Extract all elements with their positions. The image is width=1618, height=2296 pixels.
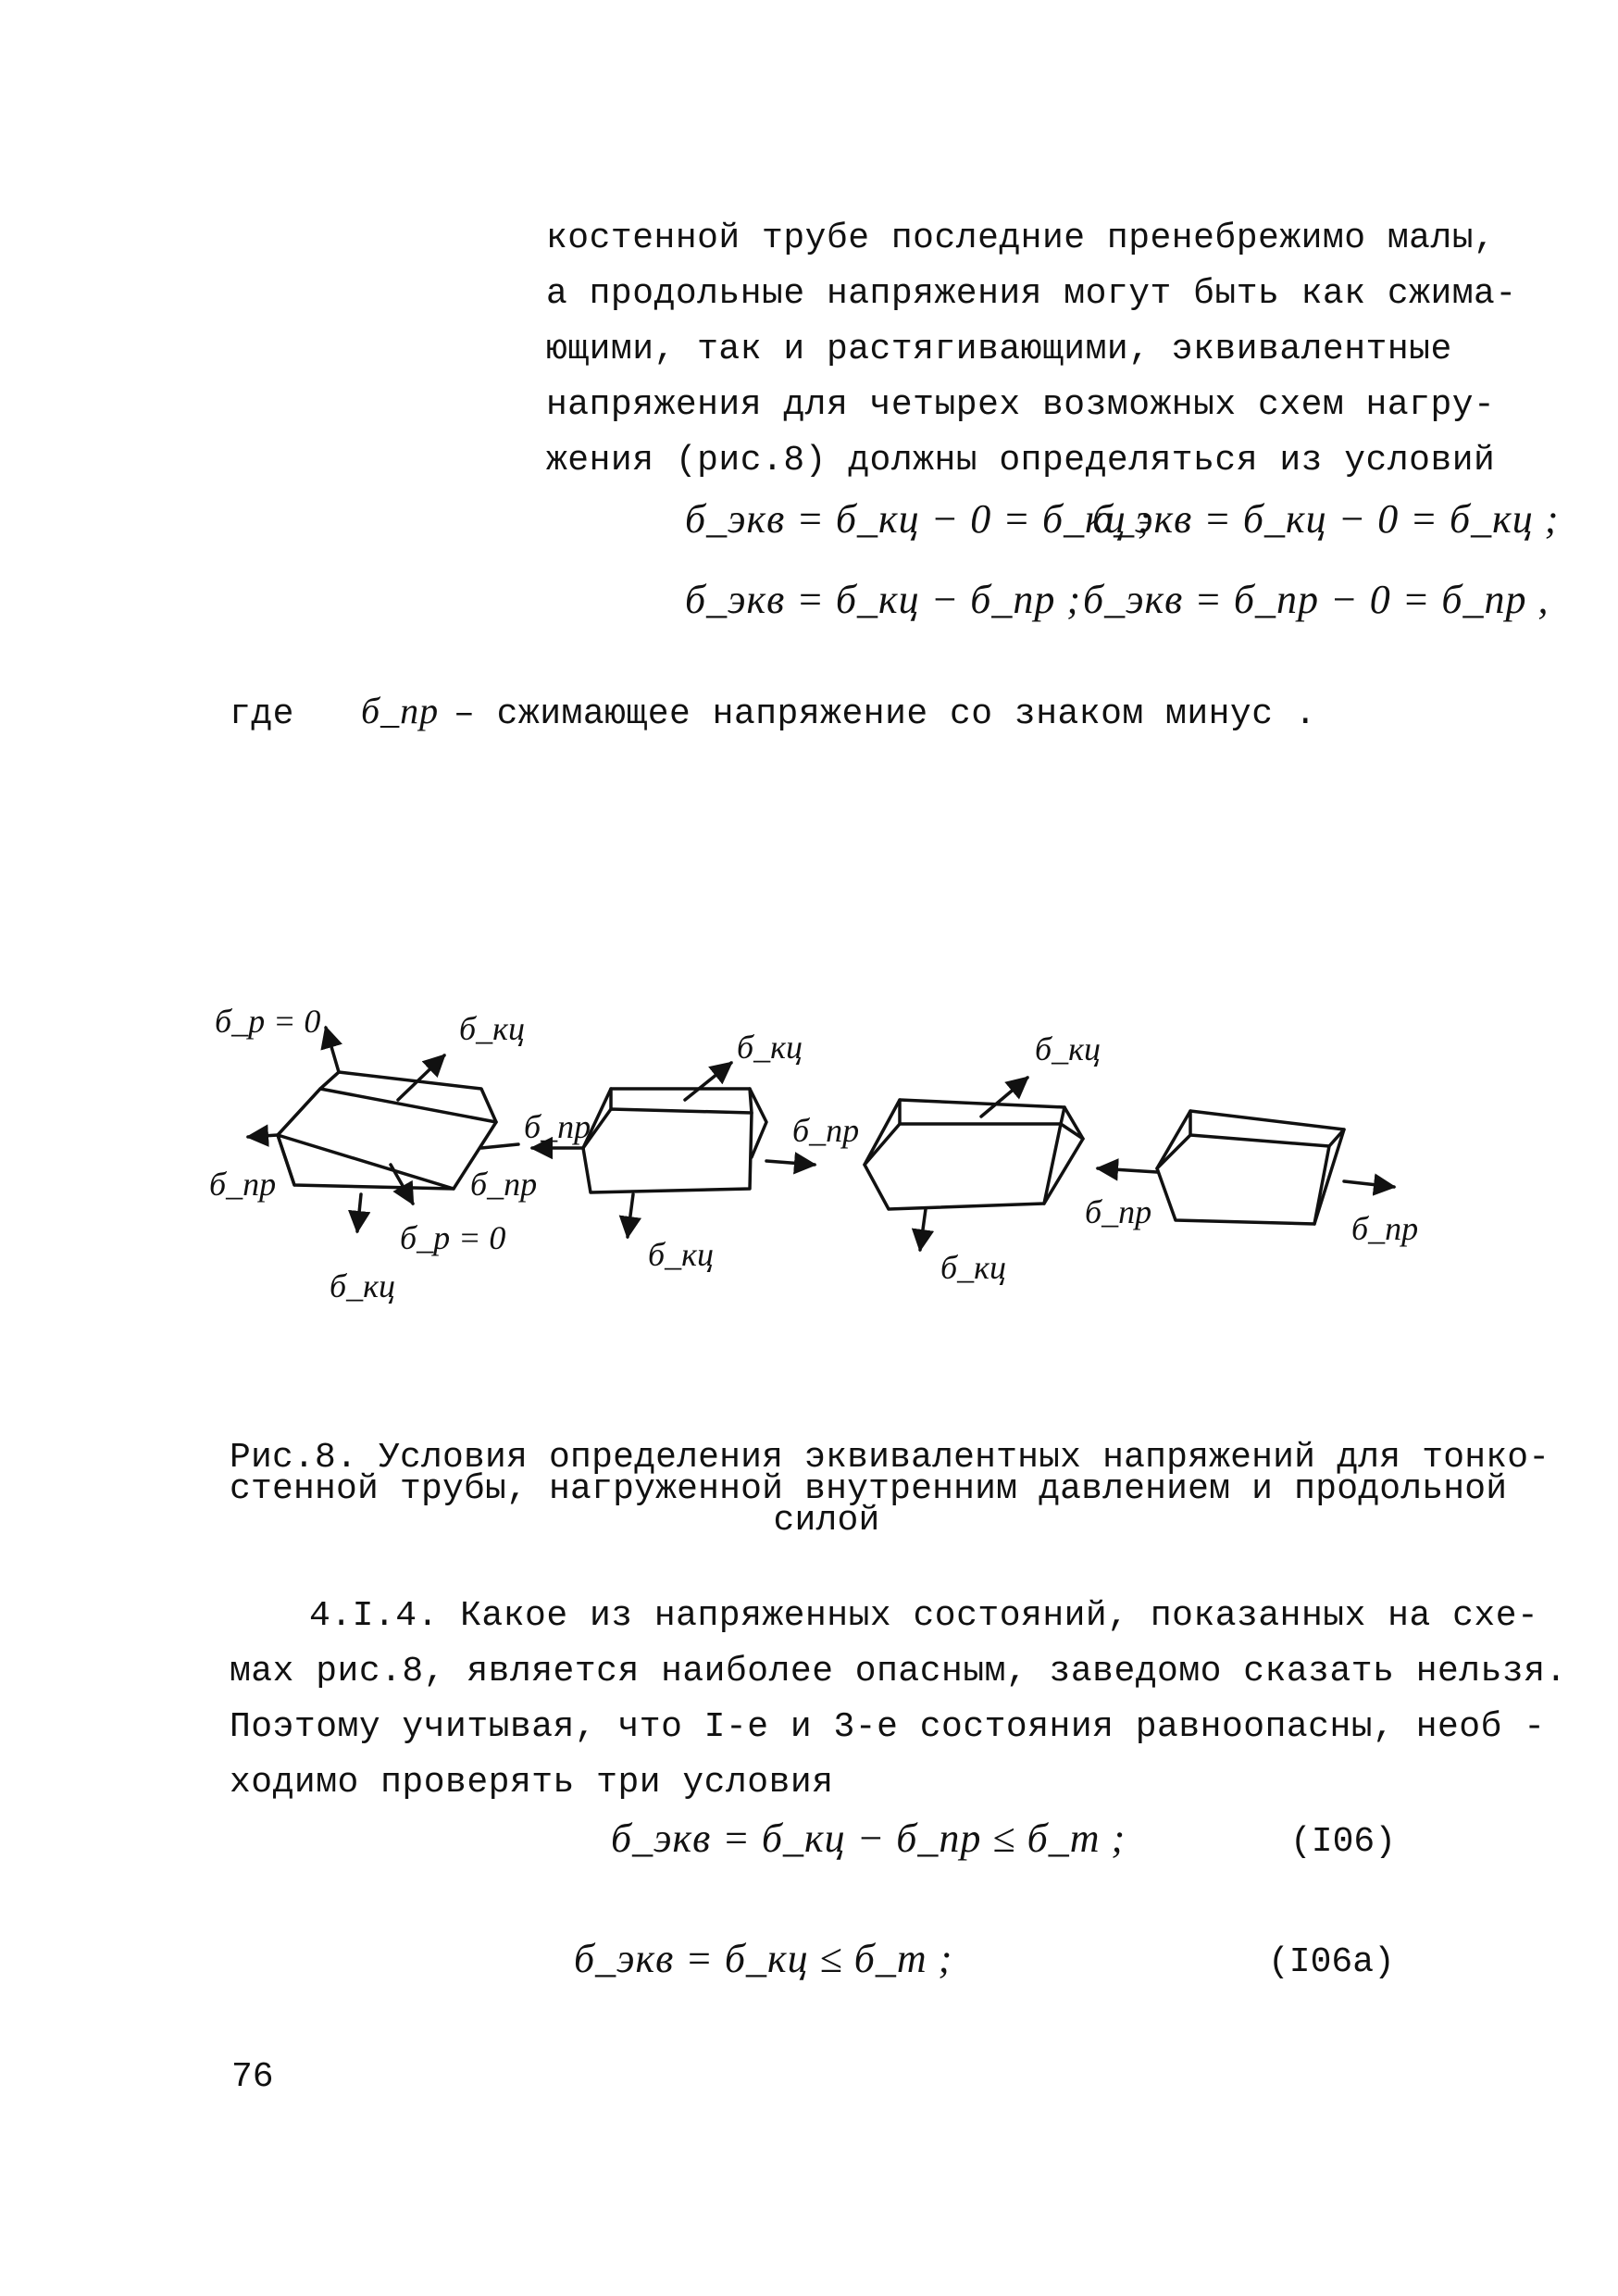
arrow-sp-top [326, 1028, 339, 1072]
section-4-1-4 [230, 1589, 1567, 1811]
block-1-top [278, 1072, 496, 1135]
block-1-edge [320, 1072, 339, 1089]
arrow-spr-right [481, 1144, 518, 1148]
label-spr-2-right: б_пр [792, 1112, 860, 1149]
label-sp-zero-top: б_р = 0 [215, 1003, 321, 1040]
label-skc-1-bottom: б_кц [330, 1267, 395, 1304]
intro-line: ющими, так и растягивающими, эквивалентные [546, 330, 1452, 369]
body-line: мах рис.8, является наиболее опасным, заведомо сказать нельзя. [230, 1652, 1567, 1691]
block-2-front [583, 1109, 752, 1192]
equation-106: б_экв = б_кц − б_пр ≤ б_т ; [611, 1816, 1126, 1861]
caption-line: Рис.8. Условия определения эквивалентных напряжений для тонко- [230, 1438, 1550, 1478]
equation-4: б_экв = б_пр − 0 = б_пр , [1083, 577, 1550, 622]
block-2 [532, 1063, 815, 1237]
intro-line: а продольные напряжения могут быть как сжима- [546, 274, 1517, 314]
arrow-skc-up [685, 1063, 731, 1100]
where-symbol: б_пр [361, 690, 440, 731]
arrow-skc-up [398, 1055, 444, 1100]
intro-line: жения (рис.8) должны определяться из условий [546, 441, 1496, 480]
equation-106a: б_экв = б_кц ≤ б_т ; [574, 1936, 953, 1981]
label-spr-4-right: б_пр [1351, 1210, 1419, 1247]
label-spr-2-left: б_пр [524, 1108, 591, 1145]
where-label: где [230, 694, 294, 734]
body-line: ходимо проверять три условия [230, 1763, 834, 1803]
arrow-sp-bottom [391, 1165, 413, 1204]
arrow-spr-right [1344, 1181, 1394, 1187]
caption-line: стенной трубы, нагруженной внутренним давлением и продольной [230, 1469, 1508, 1509]
arrow-skc-up [981, 1078, 1027, 1117]
arrow-skc-down [920, 1209, 926, 1250]
intro-line: костенной трубе последние пренебрежимо малы, [546, 218, 1496, 258]
equation-2: б_экв = б_кц − 0 = б_кц ; [1092, 496, 1560, 542]
label-skc-3: б_кц [1035, 1030, 1101, 1067]
label-skc-1: б_кц [459, 1010, 525, 1047]
block-3-top [865, 1100, 1083, 1165]
block-3 [865, 1078, 1083, 1250]
label-sp-zero-bottom: б_р = 0 [400, 1219, 506, 1256]
label-spr-4-left: б_пр [1085, 1193, 1152, 1230]
label-skc-2: б_кц [737, 1029, 803, 1066]
arrow-spr-left [248, 1135, 278, 1137]
block-1-front [278, 1089, 496, 1189]
label-skc-3-bottom: б_кц [940, 1249, 1006, 1286]
label-skc-2-bottom: б_кц [648, 1236, 714, 1273]
caption-line: силой [773, 1501, 880, 1541]
where-text: – сжимающее напряжение со знаком минус . [454, 694, 1317, 734]
body-line: 4.I.4. Какое из напряженных состояний, показанных на схе- [309, 1596, 1539, 1636]
figure-caption [230, 1438, 1550, 1541]
arrow-skc-down [628, 1194, 633, 1237]
equation-106a-number: (I06а) [1268, 1942, 1395, 1982]
equation-106-number: (I06) [1290, 1822, 1397, 1862]
arrow-spr-right [766, 1161, 815, 1165]
label-spr-1-left: б_пр [209, 1166, 277, 1203]
intro-line: напряжения для четырех возможных схем нагру- [546, 385, 1496, 425]
label-spr-1-right: б_пр [470, 1166, 538, 1203]
equation-3: б_экв = б_кц − б_пр ; [685, 577, 1082, 622]
body-line: Поэтому учитывая, что I-е и 3-е состояния равноопасны, необ - [230, 1707, 1546, 1747]
arrow-skc-down [357, 1194, 361, 1231]
block-3-front [865, 1124, 1061, 1209]
page-number: 76 [231, 2057, 274, 2097]
block-4-front [1157, 1135, 1329, 1224]
arrow-spr-left [1098, 1168, 1157, 1172]
equation-1: б_экв = б_кц − 0 = б_кц ; [685, 496, 1152, 542]
